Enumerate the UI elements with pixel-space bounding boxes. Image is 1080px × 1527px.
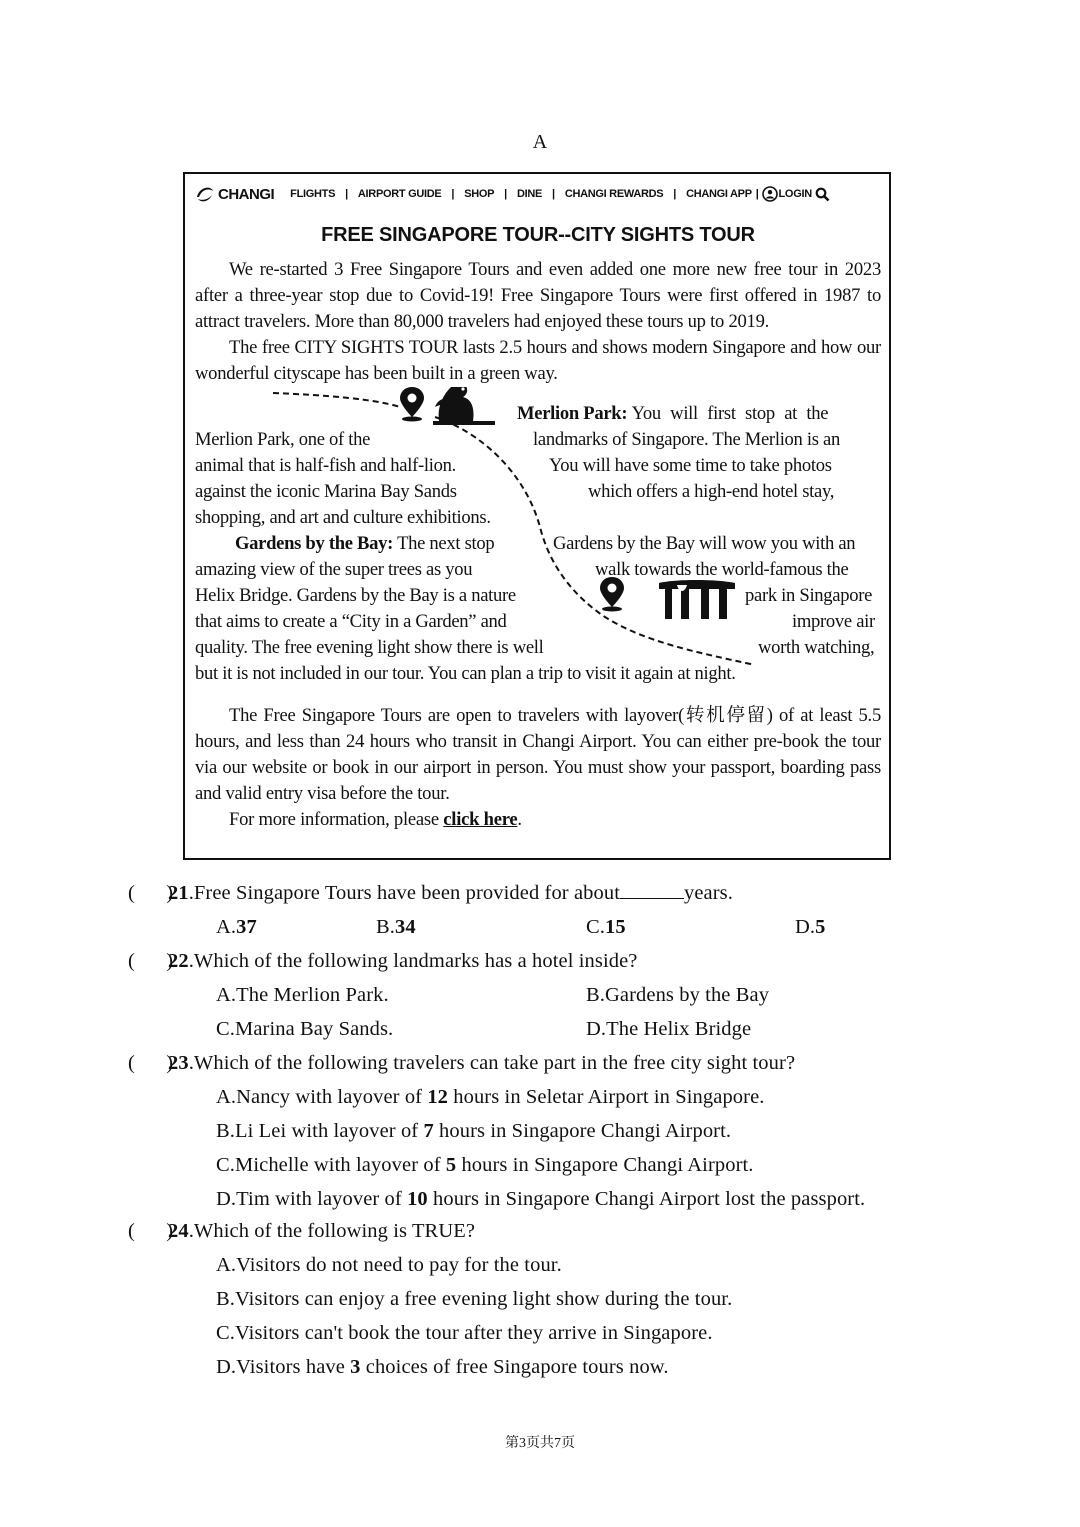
option-text: choices of free Singapore tours now. <box>360 1356 669 1378</box>
option-b[interactable]: B.Gardens by the Bay <box>586 984 770 1006</box>
nav-divider: | <box>755 188 759 200</box>
more-info-period: . <box>517 809 522 830</box>
gardens-line: amazing view of the super trees as you <box>195 559 473 580</box>
ad-paragraph-eligibility: The Free Singapore Tours are open to travelers with layover(转机停留) of at least 5.5 hours, and less than 24 hours who transit in Changi Airport. You can either pre-book the tour via our website or book in our airport in person. You must show your passport, boarding pass and valid entry visa before the tour. <box>195 705 881 804</box>
login-label: LOGIN <box>778 188 812 200</box>
option-a[interactable] <box>216 1254 562 1277</box>
nav-divider: | <box>345 188 348 200</box>
option-number: 10 <box>407 1188 428 1210</box>
nav-item-changi-rewards[interactable]: CHANGI REWARDS <box>564 188 664 200</box>
changi-swoosh-icon <box>195 185 215 203</box>
merlion-line: You will have some time to take photos <box>549 455 832 476</box>
option-d[interactable] <box>216 1188 865 1211</box>
option-c[interactable] <box>216 1322 713 1345</box>
option-text: B.Li Lei with layover of <box>216 1120 424 1142</box>
question-23 <box>128 1052 795 1075</box>
option-text: D.Tim with layover of <box>216 1188 408 1210</box>
nav-divider: | <box>504 188 507 200</box>
gardens-line: park in Singapore <box>745 585 873 606</box>
route-dashed-line <box>273 393 400 407</box>
merlion-line: against the iconic Marina Bay Sands <box>195 481 457 502</box>
user-icon <box>762 186 778 202</box>
login-link[interactable] <box>762 186 812 202</box>
changi-logo-text: CHANGI <box>218 185 275 203</box>
option-b[interactable] <box>376 916 416 939</box>
nav-divider: | <box>552 188 555 200</box>
option-text: 37 <box>236 916 257 938</box>
page-footer: 第3页共7页 <box>505 1436 575 1451</box>
merlion-line: shopping, and art and culture exhibitions. <box>195 507 491 528</box>
question-number: 21 <box>168 882 189 904</box>
tour-route-section <box>195 387 881 703</box>
nav-item-flights[interactable]: FLIGHTS <box>290 188 336 200</box>
option-text: A.Nancy with layover of <box>216 1086 428 1108</box>
option-text: 5 <box>815 916 826 938</box>
option-b[interactable] <box>216 1288 732 1311</box>
section-letter: A <box>532 131 548 153</box>
question-22 <box>128 950 638 973</box>
gardens-line: Helix Bridge. Gardens by the Bay is a nature <box>195 585 516 606</box>
nav-divider: | <box>451 188 455 200</box>
option-text: hours in Singapore Changi Airport lost the passport. <box>427 1188 866 1210</box>
merlion-heading: Merlion Park: <box>517 403 628 424</box>
option-text: D.Visitors have <box>216 1356 351 1378</box>
option-letter: A. <box>216 916 237 938</box>
question-number: 22 <box>168 950 189 972</box>
search-icon[interactable] <box>815 187 830 202</box>
option-text: hours in Seletar Airport in Singapore. <box>448 1086 765 1108</box>
gardens-line: that aims to create a “City in a Garden” and <box>195 611 507 632</box>
option-text: hours in Singapore Changi Airport. <box>433 1120 732 1142</box>
merlion-line: Merlion Park, one of the <box>195 429 371 450</box>
option-letter: D. <box>795 916 816 938</box>
gardens-text: The next stop <box>397 533 495 554</box>
option-number: 3 <box>350 1356 361 1378</box>
merlion-line: which offers a high-end hotel stay, <box>588 481 835 502</box>
answer-bracket[interactable]: ( ) <box>128 1220 174 1242</box>
nav-item-dine[interactable]: DINE <box>516 188 543 200</box>
nav-item-changi-app[interactable]: CHANGI APP <box>686 188 752 200</box>
option-text: C.Michelle with layover of <box>216 1154 446 1176</box>
option-text: 34 <box>395 916 416 938</box>
location-pin-icon <box>400 387 424 422</box>
supertree-icon <box>659 580 735 619</box>
merlion-line: landmarks of Singapore. The Merlion is an <box>533 429 840 450</box>
nav-item-airport-guide[interactable]: AIRPORT GUIDE <box>357 188 442 200</box>
option-text: C.Visitors can't book the tour after they arrive in Singapore. <box>216 1322 713 1344</box>
option-c[interactable]: C.Marina Bay Sands. <box>216 1018 394 1040</box>
question-text: .Which of the following is TRUE? <box>188 1220 476 1242</box>
gardens-line <box>235 531 494 557</box>
changi-ad-box <box>183 172 891 860</box>
click-here-link[interactable]: click here <box>443 809 518 830</box>
ad-paragraph-intro: We re-started 3 Free Singapore Tours and even added one more new free tour in 2023 after a three-year stop due to Covid-19! Free Singapore Tours were first offered in 1987 to attract travelers. More than 80,000 travelers had enjoyed these tours up to 2019. <box>195 259 881 332</box>
gardens-heading: Gardens by the Bay: <box>235 533 394 554</box>
option-b[interactable] <box>216 1120 731 1143</box>
option-d[interactable] <box>795 916 826 939</box>
ad-title: FREE SINGAPORE TOUR--CITY SIGHTS TOUR <box>321 224 755 246</box>
gardens-line: but it is not included in our tour. You can plan a trip to visit it again at night. <box>195 663 736 684</box>
more-info-text: For more information, please <box>229 809 439 830</box>
nav-item-shop[interactable]: SHOP <box>464 188 495 200</box>
question-text: .Free Singapore Tours have been provided for about <box>188 882 620 904</box>
option-number: 7 <box>423 1120 434 1142</box>
gardens-line: walk towards the world-famous the <box>595 559 849 580</box>
question-24 <box>128 1220 475 1243</box>
merlion-line: animal that is half-fish and half-lion. <box>195 455 456 476</box>
option-text: 15 <box>605 916 626 938</box>
question-text: years. <box>684 882 733 904</box>
answer-bracket[interactable]: ( ) <box>128 1052 174 1074</box>
option-number: 5 <box>445 1154 457 1176</box>
option-a[interactable] <box>216 916 257 939</box>
option-text: A.Visitors do not need to pay for the tour. <box>216 1254 562 1276</box>
option-letter: B. <box>376 916 395 938</box>
merlion-statue-icon <box>433 387 495 425</box>
question-text: .Which of the following landmarks has a hotel inside? <box>188 950 638 972</box>
answer-bracket[interactable]: ( ) <box>128 950 174 972</box>
nav-divider: | <box>673 188 677 200</box>
option-a[interactable] <box>216 1086 765 1109</box>
option-d[interactable] <box>216 1356 669 1379</box>
changi-logo[interactable] <box>195 185 274 203</box>
ad-paragraph-city-sights: The free CITY SIGHTS TOUR lasts 2.5 hours and shows modern Singapore and how our wonderful cityscape has been built in a green way. <box>195 337 881 384</box>
option-c[interactable] <box>216 1154 754 1177</box>
answer-blank[interactable] <box>620 884 684 899</box>
option-number: 12 <box>427 1086 449 1108</box>
option-d[interactable]: D.The Helix Bridge <box>586 1018 752 1040</box>
gardens-line: quality. The free evening light show there is well <box>195 637 544 658</box>
option-a[interactable]: A.The Merlion Park. <box>216 984 389 1006</box>
changi-nav-bar <box>195 180 881 208</box>
question-21 <box>128 882 733 905</box>
gardens-line: Gardens by the Bay will wow you with an <box>553 533 856 554</box>
question-number: 23 <box>168 1052 189 1074</box>
option-text: hours in Singapore Changi Airport. <box>456 1154 754 1176</box>
question-text: .Which of the following travelers can take part in the free city sight tour? <box>188 1052 796 1074</box>
option-text: B.Visitors can enjoy a free evening light show during the tour. <box>216 1288 733 1310</box>
merlion-line <box>517 401 828 427</box>
merlion-text: You will first stop at the <box>631 403 829 424</box>
gardens-line: worth watching, <box>758 637 875 658</box>
option-c[interactable] <box>586 916 626 939</box>
question-number: 24 <box>168 1220 189 1242</box>
option-letter: C. <box>586 916 605 938</box>
answer-bracket[interactable]: ( ) <box>128 882 174 904</box>
gardens-line: improve air <box>792 611 875 632</box>
ad-more-info <box>195 807 881 833</box>
